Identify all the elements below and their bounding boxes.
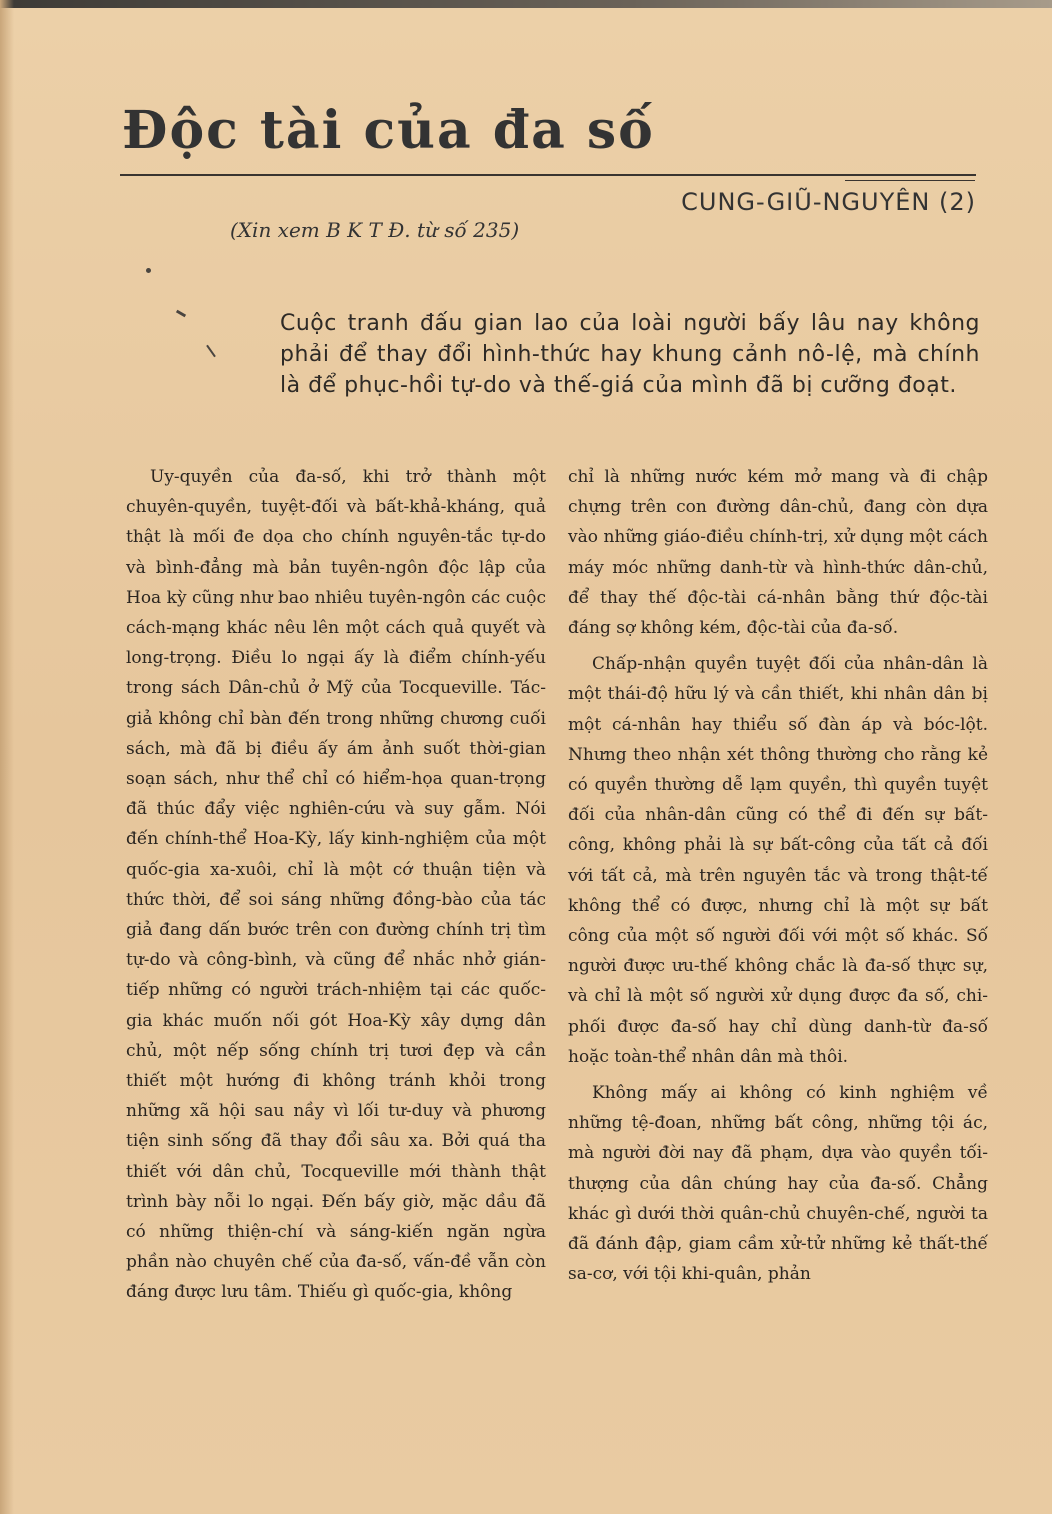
article-author: CUNG-GIŨ-NGUYÊN (2): [681, 188, 976, 216]
paragraph: Uy-quyền của đa-số, khi trở thành một chuyên-quyền, tuyệt-đối và bất-khả-kháng, quả thật là mối đe dọa cho chính nguyên-tắc tự-do và bình-đẳng mà bản tuyên-ngôn độc lập của Hoa kỳ cũng như bao nhiêu tuyên-ngôn các cuộc cách-mạng khác nêu lên một cách quả quyết và long-trọng. Điều lo ngại ấy là điểm chính-yếu trong sách Dân-chủ ở Mỹ của Tocqueville. Tác-giả không chỉ bàn đến trong những chương cuối sách, mà đã bị điều ấy ám ảnh suốt thời-gian soạn sách, như thể chỉ có hiểm-họa quan-trọng đã thúc đẩy việc nghiên-cứu và suy gẫm. Nói đến chính-thể Hoa-Kỳ, lấy kinh-nghiệm của một quốc-gia xa-xuôi, chỉ là một cớ thuận tiện và thức thời, để soi sáng những đồng-bào của tác giả đang dấn bước trên con đường chính trị tìm tự-do và công-bình, và cũng để nhắc nhở gián-tiếp những có người trách-nhiệm tại các quốc-gia khác muốn nối gót Hoa-Kỳ xây dựng dân chủ, một nếp sống chính trị tươi đẹp và cần thiết một hướng đi không tránh khỏi trong những xã hội sau nầy vì lối tư-duy và phương tiện sinh sống đã thay đổi sâu xa. Bởi quá tha thiết với dân chủ, Tocqueville mới thành thật trình bày nỗi lo ngại. Đến bấy giờ, mặc dầu đã có những thiện-chí và sáng-kiến ngăn ngừa phần nào chuyên chế của đa-số, vấn-đề vẫn còn đáng được lưu tâm. Thiếu gì quốc-gia, không: [126, 467, 546, 1303]
article-title: Độc tài của đa số: [122, 100, 655, 161]
text-column-left: [126, 462, 546, 1308]
page-top-edge: [0, 0, 1052, 8]
paragraph: Không mấy ai không có kinh nghiệm về những tệ-đoan, những bất công, những tội ác, mà người đời nay đã phạm, dựa vào quyền tối-thượng của dân chúng hay của đa-số. Chẳng khác gì dưới thời quân-chủ chuyên-chế, người ta đã đánh đập, giam cầm xử-tử những kẻ thất-thế sa-cơ, với tội khi-quân, phản: [568, 1083, 988, 1285]
scan-speck: [176, 310, 186, 318]
scan-speck: [146, 268, 151, 273]
text-column-right: [568, 462, 988, 1289]
scan-speck: [206, 345, 216, 358]
series-reference: (Xin xem B K T Đ. từ số 235): [230, 218, 520, 242]
author-rule: [845, 180, 975, 181]
paragraph: Chấp-nhận quyền tuyệt đối của nhân-dân là một thái-độ hữu lý và cần thiết, khi nhân dân bị một cá-nhân hay thiểu số đàn áp và bóc-lột. Nhưng theo nhận xét thông thường cho rằng kẻ có quyền thường dễ lạm quyền, thì quyền tuyệt đối của nhân-dân cũng có thể đi đến sự bất-công, không phải là sự bất-công của tất cả đối với tất cả, mà trên nguyên tắc và trong thật-tế không thể có được, nhưng chỉ là một sự bất công của một số người đối với một số khác. Số người được ưu-thế không chắc là đa-số thực sự, và chỉ là một số người xử dụng được đa số, chi-phối được đa-số hay chỉ dùng danh-từ đa-số hoặc toàn-thể nhân dân mà thôi.: [568, 654, 988, 1067]
paragraph: chỉ là những nước kém mở mang và đi chập chựng trên con đường dân-chủ, đang còn dựa vào những giáo-điều chính-trị, xử dụng một cách máy móc những danh-từ và hình-thức dân-chủ, để thay thế độc-tài cá-nhân bằng thứ độc-tài đáng sợ không kém, độc-tài của đa-số.: [568, 467, 988, 639]
title-rule: [120, 174, 976, 176]
page-left-edge: [0, 0, 14, 1514]
article-lead: Cuộc tranh đấu gian lao của loài người bấy lâu nay không phải để thay đổi hình-thức hay khung cảnh nô-lệ, mà chính là để phục-hồi tự-do và thế-giá của mình đã bị cưỡng đoạt.: [280, 311, 980, 398]
